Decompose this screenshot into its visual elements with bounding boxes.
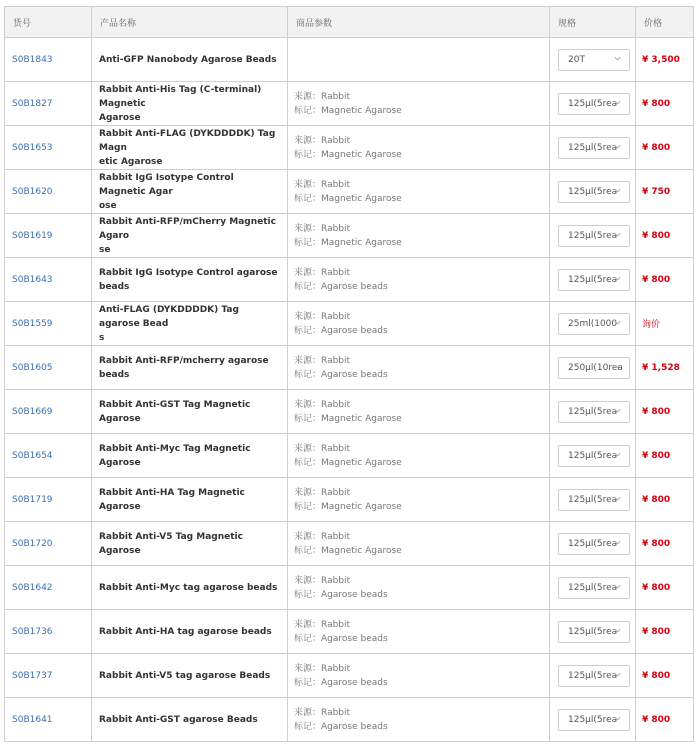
product-params	[288, 390, 550, 434]
param-tag-value: Agarose beads	[321, 677, 388, 688]
spec-cell	[550, 214, 636, 258]
param-tag	[294, 500, 549, 514]
param-source	[294, 266, 549, 280]
chevron-down-icon	[613, 362, 622, 371]
product-name-line: Rabbit Anti-Myc tag agarose beads	[99, 582, 278, 593]
spec-select-value: 125μl(5rea	[568, 714, 618, 725]
product-name-line: ose	[99, 200, 117, 211]
spec-select-value: 20T	[568, 54, 585, 65]
spec-cell	[550, 610, 636, 654]
spec-select[interactable]	[558, 709, 630, 731]
param-tag	[294, 412, 549, 426]
spec-cell	[550, 390, 636, 434]
table-row	[4, 434, 694, 478]
chevron-down-icon	[613, 142, 622, 151]
product-name-line: Rabbit IgG Isotype Control agarose beads	[99, 267, 278, 292]
spec-select[interactable]	[558, 313, 630, 335]
product-name-line: Rabbit Anti-HA tag agarose beads	[99, 626, 272, 637]
param-tag-value: Agarose beads	[321, 369, 388, 380]
product-name	[92, 346, 288, 390]
spec-select[interactable]	[558, 357, 630, 379]
param-tag-label: 标记：	[294, 193, 322, 204]
param-source-value: Rabbit	[321, 707, 351, 718]
product-price: ¥ 800	[636, 434, 694, 478]
product-sku-link[interactable]: S0B1720	[4, 522, 92, 566]
param-tag-value: Magnetic Agarose	[321, 105, 402, 116]
param-source	[294, 310, 549, 324]
spec-select[interactable]	[558, 49, 630, 71]
param-tag-label: 标记：	[294, 369, 322, 380]
product-name-line: s	[99, 332, 105, 343]
product-table	[4, 6, 694, 742]
product-name	[92, 38, 288, 82]
table-row	[4, 522, 694, 566]
product-name-line: etic Agarose	[99, 156, 163, 167]
param-source-label: 来源：	[294, 531, 322, 542]
table-row	[4, 170, 694, 214]
param-tag-label: 标记：	[294, 677, 322, 688]
spec-select[interactable]	[558, 93, 630, 115]
product-params	[288, 698, 550, 742]
param-tag-label: 标记：	[294, 457, 322, 468]
spec-select[interactable]	[558, 401, 630, 423]
product-sku-link[interactable]: S0B1827	[4, 82, 92, 126]
param-tag	[294, 676, 549, 690]
param-tag	[294, 280, 549, 294]
product-name-line: se	[99, 244, 111, 255]
product-params	[288, 434, 550, 478]
param-source-value: Rabbit	[321, 91, 351, 102]
product-price: ¥ 1,528	[636, 346, 694, 390]
param-tag-value: Magnetic Agarose	[321, 545, 402, 556]
spec-select[interactable]	[558, 137, 630, 159]
param-source-label: 来源：	[294, 135, 322, 146]
spec-select[interactable]	[558, 181, 630, 203]
param-source-label: 来源：	[294, 707, 322, 718]
param-tag-value: Agarose beads	[321, 589, 388, 600]
spec-select-value: 125μl(5rea	[568, 186, 618, 197]
param-source-label: 来源：	[294, 399, 322, 410]
chevron-down-icon	[613, 714, 622, 723]
param-source	[294, 706, 549, 720]
product-price: ¥ 800	[636, 82, 694, 126]
spec-select-value: 125μl(5rea	[568, 274, 618, 285]
chevron-down-icon	[613, 406, 622, 415]
product-name-line: Rabbit IgG Isotype Control Magnetic Agar	[99, 172, 234, 197]
param-tag-value: Magnetic Agarose	[321, 193, 402, 204]
chevron-down-icon	[613, 494, 622, 503]
param-source-value: Rabbit	[321, 399, 351, 410]
table-header-row	[4, 6, 694, 38]
product-sku-link[interactable]: S0B1620	[4, 170, 92, 214]
product-params	[288, 214, 550, 258]
product-sku-link[interactable]: S0B1719	[4, 478, 92, 522]
chevron-down-icon	[613, 230, 622, 239]
product-name-line: Rabbit Anti-His Tag (C-terminal) Magnetic	[99, 84, 262, 109]
param-source	[294, 442, 549, 456]
param-tag-label: 标记：	[294, 633, 322, 644]
product-name-line: Anti-FLAG (DYKDDDDK) Tag agarose Bead	[99, 304, 239, 329]
header-spec: 规格	[550, 6, 636, 38]
param-source-value: Rabbit	[321, 267, 351, 278]
spec-cell	[550, 698, 636, 742]
param-tag-value: Agarose beads	[321, 281, 388, 292]
param-source	[294, 178, 549, 192]
product-name	[92, 698, 288, 742]
product-name-line: Rabbit Anti-HA Tag Magnetic Agarose	[99, 487, 245, 512]
spec-cell	[550, 346, 636, 390]
chevron-down-icon	[613, 582, 622, 591]
product-name-line: Rabbit Anti-V5 tag agarose Beads	[99, 670, 271, 681]
chevron-down-icon	[613, 98, 622, 107]
product-price: ¥ 800	[636, 566, 694, 610]
spec-cell	[550, 302, 636, 346]
param-tag-label: 标记：	[294, 237, 322, 248]
param-source-value: Rabbit	[321, 619, 351, 630]
spec-select-value: 125μl(5rea	[568, 406, 618, 417]
param-source	[294, 662, 549, 676]
table-row	[4, 478, 694, 522]
table-row	[4, 214, 694, 258]
param-tag-label: 标记：	[294, 721, 322, 732]
spec-select[interactable]	[558, 489, 630, 511]
param-tag	[294, 720, 549, 734]
product-sku-link[interactable]: S0B1653	[4, 126, 92, 170]
table-row	[4, 566, 694, 610]
chevron-down-icon	[613, 450, 622, 459]
param-tag-label: 标记：	[294, 105, 322, 116]
product-params	[288, 654, 550, 698]
param-source	[294, 354, 549, 368]
product-params	[288, 82, 550, 126]
param-tag-value: Agarose beads	[321, 721, 388, 732]
table-row	[4, 390, 694, 434]
param-tag	[294, 588, 549, 602]
spec-select[interactable]	[558, 445, 630, 467]
header-sku: 货号	[4, 6, 92, 38]
param-tag-label: 标记：	[294, 413, 322, 424]
spec-cell	[550, 170, 636, 214]
product-price: ¥ 800	[636, 390, 694, 434]
chevron-down-icon	[613, 538, 622, 547]
spec-select-value: 125μl(5rea	[568, 230, 618, 241]
product-price: ¥ 800	[636, 126, 694, 170]
param-tag-label: 标记：	[294, 325, 322, 336]
table-row	[4, 698, 694, 742]
product-name	[92, 214, 288, 258]
param-tag	[294, 192, 549, 206]
param-source-value: Rabbit	[321, 355, 351, 366]
product-name	[92, 390, 288, 434]
param-tag-label: 标记：	[294, 589, 322, 600]
param-tag-value: Magnetic Agarose	[321, 413, 402, 424]
param-source-value: Rabbit	[321, 575, 351, 586]
param-source	[294, 398, 549, 412]
param-tag-label: 标记：	[294, 149, 322, 160]
header-name: 产品名称	[92, 6, 288, 38]
param-source-value: Rabbit	[321, 487, 351, 498]
param-source-value: Rabbit	[321, 311, 351, 322]
product-price: ¥ 3,500	[636, 38, 694, 82]
product-sku-link[interactable]: S0B1737	[4, 654, 92, 698]
product-name-line: Agarose	[99, 112, 141, 123]
product-name	[92, 170, 288, 214]
table-row	[4, 126, 694, 170]
param-tag-value: Agarose beads	[321, 633, 388, 644]
spec-cell	[550, 38, 636, 82]
product-name	[92, 478, 288, 522]
product-price: ¥ 800	[636, 258, 694, 302]
param-tag	[294, 148, 549, 162]
product-price: ¥ 800	[636, 522, 694, 566]
product-name	[92, 610, 288, 654]
param-source	[294, 618, 549, 632]
spec-select-value: 125μl(5rea	[568, 582, 618, 593]
product-name	[92, 434, 288, 478]
table-row	[4, 346, 694, 390]
param-source	[294, 134, 549, 148]
param-tag	[294, 236, 549, 250]
param-tag-value: Magnetic Agarose	[321, 149, 402, 160]
chevron-down-icon	[613, 54, 622, 63]
spec-select[interactable]	[558, 533, 630, 555]
param-tag	[294, 632, 549, 646]
param-tag	[294, 104, 549, 118]
spec-cell	[550, 126, 636, 170]
product-price: ¥ 800	[636, 214, 694, 258]
product-name	[92, 566, 288, 610]
product-name-line: Rabbit Anti-FLAG (DYKDDDDK) Tag Magn	[99, 128, 276, 153]
product-params	[288, 478, 550, 522]
chevron-down-icon	[613, 670, 622, 679]
param-tag-label: 标记：	[294, 501, 322, 512]
param-source	[294, 574, 549, 588]
product-params	[288, 126, 550, 170]
product-name	[92, 258, 288, 302]
product-price: ¥ 800	[636, 698, 694, 742]
product-sku-link[interactable]: S0B1643	[4, 258, 92, 302]
spec-select-value: 125μl(5rea	[568, 670, 618, 681]
product-sku-link[interactable]: S0B1619	[4, 214, 92, 258]
param-tag-label: 标记：	[294, 545, 322, 556]
spec-cell	[550, 434, 636, 478]
chevron-down-icon	[613, 626, 622, 635]
product-name-line: Rabbit Anti-GST Tag Magnetic Agarose	[99, 399, 251, 424]
param-source-label: 来源：	[294, 179, 322, 190]
param-source-label: 来源：	[294, 663, 322, 674]
product-name-line: Rabbit Anti-RFP/mCherry Magnetic Agaro	[99, 216, 276, 241]
spec-select-value: 125μl(5rea	[568, 142, 618, 153]
product-params	[288, 302, 550, 346]
spec-cell	[550, 654, 636, 698]
spec-select[interactable]	[558, 621, 630, 643]
param-source-label: 来源：	[294, 223, 322, 234]
spec-select[interactable]	[558, 225, 630, 247]
product-sku-link[interactable]: S0B1843	[4, 38, 92, 82]
chevron-down-icon	[613, 186, 622, 195]
param-source	[294, 486, 549, 500]
param-tag	[294, 368, 549, 382]
product-name-line: Rabbit Anti-V5 Tag Magnetic Agarose	[99, 531, 243, 556]
param-source-label: 来源：	[294, 619, 322, 630]
product-sku-link[interactable]: S0B1736	[4, 610, 92, 654]
table-row	[4, 258, 694, 302]
spec-cell	[550, 566, 636, 610]
spec-select[interactable]	[558, 577, 630, 599]
spec-select[interactable]	[558, 665, 630, 687]
spec-select[interactable]	[558, 269, 630, 291]
param-tag-value: Magnetic Agarose	[321, 237, 402, 248]
product-params	[288, 346, 550, 390]
product-name	[92, 126, 288, 170]
spec-select-value: 125μl(5rea	[568, 98, 618, 109]
table-row	[4, 654, 694, 698]
spec-select-value: 125μl(5rea	[568, 450, 618, 461]
product-name-line: Rabbit Anti-RFP/mcherry agarose beads	[99, 355, 269, 380]
product-name	[92, 654, 288, 698]
param-source-label: 来源：	[294, 355, 322, 366]
param-source	[294, 222, 549, 236]
spec-select-value: 125μl(5rea	[568, 626, 618, 637]
param-source-label: 来源：	[294, 487, 322, 498]
spec-select-value: 25ml(1000	[568, 318, 618, 329]
product-params	[288, 566, 550, 610]
chevron-down-icon	[613, 318, 622, 327]
spec-cell	[550, 82, 636, 126]
param-tag-label: 标记：	[294, 281, 322, 292]
spec-select-value: 125μl(5rea	[568, 538, 618, 549]
product-sku-link[interactable]: S0B1605	[4, 346, 92, 390]
product-price: ¥ 800	[636, 610, 694, 654]
spec-cell	[550, 478, 636, 522]
param-tag-value: Magnetic Agarose	[321, 501, 402, 512]
product-price: ¥ 750	[636, 170, 694, 214]
param-source-label: 来源：	[294, 91, 322, 102]
param-tag	[294, 324, 549, 338]
param-source-label: 来源：	[294, 443, 322, 454]
product-name	[92, 302, 288, 346]
product-sku-link[interactable]: S0B1642	[4, 566, 92, 610]
param-source-value: Rabbit	[321, 531, 351, 542]
param-tag-value: Agarose beads	[321, 325, 388, 336]
product-params	[288, 522, 550, 566]
product-params	[288, 170, 550, 214]
param-source-value: Rabbit	[321, 443, 351, 454]
product-price: ¥ 800	[636, 654, 694, 698]
table-row	[4, 38, 694, 82]
param-source-value: Rabbit	[321, 223, 351, 234]
param-source	[294, 90, 549, 104]
param-tag	[294, 456, 549, 470]
product-price: 询价	[636, 302, 694, 346]
param-source-label: 来源：	[294, 267, 322, 278]
product-params	[288, 258, 550, 302]
table-row	[4, 610, 694, 654]
table-row	[4, 82, 694, 126]
product-price: ¥ 800	[636, 478, 694, 522]
chevron-down-icon	[613, 274, 622, 283]
product-name-line: Rabbit Anti-GST agarose Beads	[99, 714, 258, 725]
param-source-value: Rabbit	[321, 663, 351, 674]
param-source-label: 来源：	[294, 311, 322, 322]
product-sku-link[interactable]: S0B1559	[4, 302, 92, 346]
param-source	[294, 530, 549, 544]
product-sku-link[interactable]: S0B1654	[4, 434, 92, 478]
product-name-line: Anti-GFP Nanobody Agarose Beads	[99, 54, 277, 65]
spec-select-value: 250μl(10rea	[568, 362, 623, 373]
param-tag-value: Magnetic Agarose	[321, 457, 402, 468]
spec-select-value: 125μl(5rea	[568, 494, 618, 505]
table-row	[4, 302, 694, 346]
param-tag	[294, 544, 549, 558]
product-name	[92, 522, 288, 566]
param-source-label: 来源：	[294, 575, 322, 586]
product-sku-link[interactable]: S0B1669	[4, 390, 92, 434]
spec-cell	[550, 258, 636, 302]
product-sku-link[interactable]: S0B1641	[4, 698, 92, 742]
param-source-value: Rabbit	[321, 179, 351, 190]
header-params: 商品参数	[288, 6, 550, 38]
header-price: 价格	[636, 6, 694, 38]
product-params	[288, 38, 550, 82]
param-source-value: Rabbit	[321, 135, 351, 146]
spec-cell	[550, 522, 636, 566]
product-params	[288, 610, 550, 654]
product-name-line: Rabbit Anti-Myc Tag Magnetic Agarose	[99, 443, 251, 468]
product-name	[92, 82, 288, 126]
